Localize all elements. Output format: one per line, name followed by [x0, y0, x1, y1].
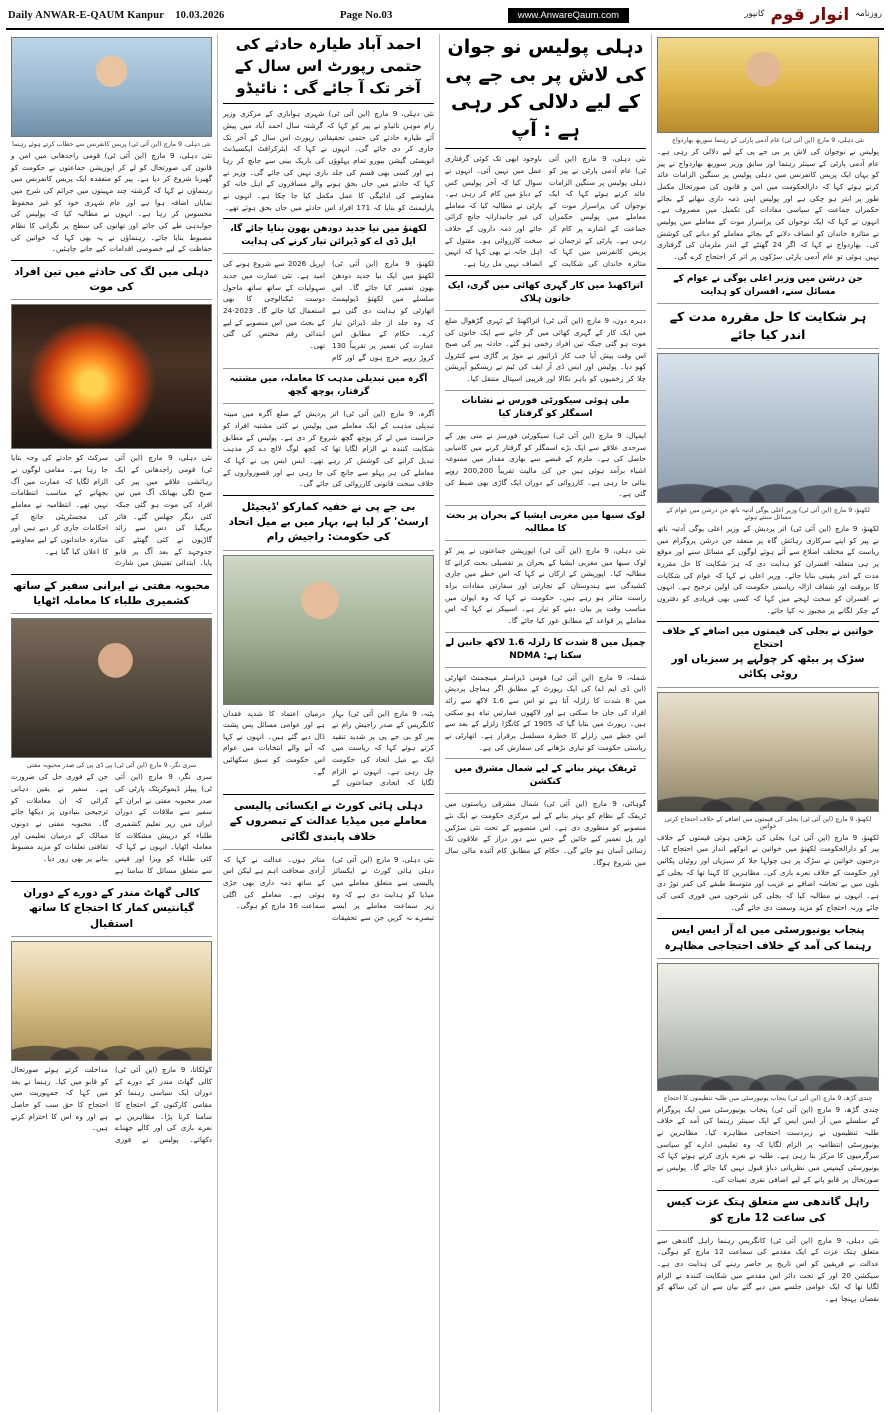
article-photo — [657, 692, 879, 812]
divider — [657, 621, 879, 622]
article-headline: بی جے پی نے خفیہ کمارکو 'ڈیجیٹل ارسٹ' کر لیا ہے، بہار میں بے میل اتحاد کی حکومت: راجیش رام — [228, 500, 429, 544]
divider — [445, 667, 646, 668]
divider — [657, 687, 879, 688]
article-headline: اتراکھنڈ میں کار گہری کھائی میں گری، ایک خاتون ہلاک — [447, 280, 644, 304]
article-subhead: خواتین نے بجلی کی قیمتوں میں اضافے کے خلاف احتجاج — [662, 627, 874, 651]
article-photo — [657, 37, 879, 133]
article-c4-2 — [11, 265, 212, 569]
article-body: پولیس نے نوجوان کی لاش پر بی جے پی کے لیے دلالی کر رہی ہے۔ عام آدمی پارٹی کے سینئر رہنما اور سابق وزیر سوربھ بھاردواج نے پیر کو یہاں ایک پریس کانفرنس میں دہلی پولیس پر سنگین الزامات عائد کرتے ہوئے کہا کہ دارالحکومت میں امن و قانون کی صورتحال مکمل طور پر ابتر ہو چکی ہے اور پولیس اپنی ذمہ داری نبھانے کے بجائے حکمراں جماعت کے سیاسی مفادات کی تکمیل میں مصروف ہے۔ انہوں نے کہا کہ ایک نوجوان کی پراسرار موت کے معاملے میں پولیس نے متاثرہ خاندان کو انصاف دلانے کے بجائے معاملے کو دبانے کی کوشش کی۔ بھاردواج نے کہا کہ اگر 24 گھنٹے کے اندر ملزمان کی گرفتاری نہیں ہوئی تو عام آدمی پارٹی سڑکوں پر اتر کر احتجاج کرے گی۔ — [657, 147, 879, 261]
article-headline: راہل گاندھی سے متعلق ہتک عزت کیس کی ساعت 12 مارچ کو — [666, 1196, 870, 1224]
column-2 — [440, 34, 652, 1412]
divider — [657, 918, 879, 919]
article-photo — [11, 618, 212, 758]
photo-caption: لکھنؤ، 9 مارچ (این آئی ٹی) بجلی کی قیمتوں میں اضافے کے خلاف احتجاج کرتی خواتین — [664, 815, 872, 830]
article-photo — [11, 941, 212, 1061]
article-c2-2 — [445, 280, 646, 385]
divider — [657, 268, 879, 269]
article-headline: لوک سبھا میں مغربی ایشیا کے بحران پر بحث کا مطالبہ — [445, 510, 645, 534]
article-body: نئی دہلی، 9 مارچ (این آئی ٹی) دہلی ہائی کورٹ نے ایکسائز پالیسی سے متعلق معاملے میں میڈیا کو ہدایت دی ہے کہ وہ زیر سماعت معاملے پر ایسے تبصرے نہ کریں جن سے تحقیقات متاثر ہوں۔ عدالت نے کہا کہ آزادی صحافت اہم ہے لیکن اس کے ساتھ ذمہ داری بھی جڑی ہوئی ہے۔ معاملے کی اگلی سماعت 16 مارچ کو ہوگی۔ — [223, 854, 434, 923]
article-headline: سڑک پر بیٹھ کر چولہے پر سبزیاں اور روٹی پکائی — [671, 653, 865, 681]
article-body: دہرہ دون، 9 مارچ (این آئی ٹی) اتراکھنڈ کے ٹہری گڑھوال ضلع میں ایک کار کے گہری کھائی میں گر جانے سے ایک خاتون کی موت ہو گئی جبکہ تین افراد زخمی ہو گئے۔ حادثہ پیر کی صبح اس وقت پیش آیا جب کار ڈرائیور نے موڑ پر گاڑی سے کنٹرول کھو دیا۔ پولیس اور ایس ڈی آر ایف کی ٹیم نے ریسکیو آپریشن چلا کر زخمیوں کو باہر نکالا اور قریبی اسپتال منتقل کیا۔ — [445, 315, 646, 384]
divider — [445, 505, 646, 506]
divider — [657, 303, 879, 304]
column-4 — [6, 34, 218, 1412]
divider — [445, 793, 646, 794]
masthead-logo-sub-top: روزنامہ — [855, 9, 882, 20]
divider — [223, 368, 434, 369]
divider — [223, 253, 434, 254]
article-c1-4 — [657, 923, 879, 1185]
article-body: نئی دہلی، 9 مارچ (این آئی ٹی) قومی راجدھانی میں امن و قانون کی صورتحال کو لے کر اپوزیشن جماعتوں نے حکومت کو گھیرنا شروع کر دیا ہے۔ پیر کو منعقدہ ایک پریس کانفرنس میں رہنماؤں نے کہا کہ گزشتہ چند مہینوں میں جرائم کی شرح میں نمایاں اضافہ ہوا ہے اور عام شہری خود کو غیر محفوظ محسوس کر رہا ہے۔ انہوں نے مطالبہ کیا کہ پولیس کی جوابدہی طے کی جائے اور تھانوں کی سطح پر نگرانی کا نظام مضبوط بنایا جائے۔ رہنماؤں نے یہ بھی کہا کہ خواتین کی حفاظت کے لیے خصوصی اقدامات کیے جانے چاہئیں۔ — [11, 151, 212, 254]
masthead — [6, 4, 884, 30]
column-1 — [652, 34, 884, 1412]
page-number: Page No.03 — [339, 9, 393, 21]
article-c2-3 — [445, 395, 646, 500]
article-body: سری نگر، 9 مارچ (این آئی ٹی) پیپلز ڈیموکریٹک پارٹی کی صدر محبوبہ مفتی نے ایران کے سفیر سے ملاقات کے دوران ایران میں زیر تعلیم کشمیری طلباء کو درپیش مشکلات کا معاملہ اٹھایا۔ انہوں نے کہا کہ کئی طلباء کو ویزا اور فیس سے متعلق مسائل کا سامنا ہے جن کے فوری حل کی ضرورت ہے۔ سفیر نے یقین دہانی کرائی کہ ان معاملات کو ترجیحی بنیادوں پر دیکھا جائے گا۔ محبوبہ مفتی نے دونوں ممالک کے درمیان تعلیمی اور ثقافتی تعلقات کو مزید مضبوط بنانے پر بھی زور دیا۔ — [11, 772, 212, 875]
article-c2-5 — [445, 637, 646, 754]
article-body: لکھنؤ، 9 مارچ (این آئی ٹی) بجلی کی بڑھتی ہوئی قیمتوں کے خلاف پیر کو دارالحکومت لکھنؤ میں خواتین نے انوکھے انداز میں احتجاج کیا۔ درجنوں خواتین نے سڑک پر ہی چولہا جلا کر سبزیاں اور روٹیاں پکائیں اور حکومت کے خلاف نعرے بازی کی۔ مظاہرین کا کہنا تھا کہ بجلی کے بلوں میں بے تحاشہ اضافے نے غریب اور متوسط طبقے کی کمر توڑ دی ہے۔ انہوں نے مطالبہ کیا کہ بجلی کی شرحوں میں فوری کمی کی جائے ورنہ احتجاج کو مزید وسعت دی جائے گی۔ — [656, 832, 879, 912]
article-headline: ٹریفک بہتر بنانے کے لیے شمال مشرق میں کنکشن — [454, 764, 637, 788]
article-body: لکھنؤ، 9 مارچ (این آئی ٹی) اتر پردیش کے وزیر اعلی یوگی آدتیہ ناتھ نے پیر کو اپنے سرکاری رہائش گاہ پر منعقد جن درشن پروگرام میں ریاست کے مختلف اضلاع سے آئے ہوئے لوگوں کے مسائل سنے اور موقع پر ہی متعلقہ افسران کو ہدایت دی کہ ہر شکایت کا حل مقررہ مدت کے اندر یقینی بنایا جائے۔ وزیر اعلی نے کہا کہ عوام کی شکایات کا بروقت اور شفاف ازالہ ریاستی حکومت کی اولین ترجیح ہے۔ انہوں نے افسران کو سخت لہجے میں کہا کہ کسی بھی فریادی کو دفتروں کے چکر لگانے پر مجبور نہ کیا جائے۔ — [657, 523, 879, 615]
article-body: نئی دہلی، 9 مارچ (این آئی ٹی) اپوزیشن جماعتوں نے پیر کو لوک سبھا میں مغربی ایشیا کے بحران پر تفصیلی بحث کرانے کا مطالبہ کیا۔ اپوزیشن کے ارکان نے کہا کہ اس خطے میں جاری کشیدگی سے ہندوستان کے تجارتی اور سفارتی مفادات براہ راست متاثر ہو رہے ہیں۔ حکومت نے کہا کہ وہ ایوان میں مناسب وقت پر بیان دینے کو تیار ہے۔ اسپیکر نے کہا کہ اس معاملے پر قواعد کے مطابق غور کیا جائے گا۔ — [445, 545, 646, 625]
article-c3-4 — [223, 500, 434, 789]
article-body: نئی دہلی، 9 مارچ (این آئی ٹی) عام آدمی پارٹی نے پیر کو دہلی پولیس پر سنگین الزامات عائد کرتے ہوئے کہا کہ ایک نوجوان کی پراسرار موت کے معاملے میں پولیس حکمراں جماعت کے اشارے پر کام کر رہی ہے۔ پارٹی کے ترجمان نے پریس کانفرنس میں کہا کہ متاثرہ خاندان کی شکایت کے باوجود ابھی تک کوئی گرفتاری عمل میں نہیں آئی۔ انہوں نے سوال کیا کہ آخر پولیس کس کے دباؤ میں کام کر رہی ہے۔ پارٹی نے مطالبہ کیا کہ معاملے کی غیر جانبدارانہ جانچ کرائی جائے اور ذمہ داروں کے خلاف سخت کارروائی ہو۔ مقتول کے اہل خانہ نے بھی کہا کہ انہیں انصاف نہیں مل رہا ہے۔ — [445, 154, 646, 269]
article-photo — [223, 555, 434, 705]
article-headline: پنجاب یونیورسٹی میں اے آر ایس ایس رہنما کی آمد کے خلاف احتجاجی مظاہرہ — [664, 924, 872, 952]
photo-caption: چندی گڑھ، 9 مارچ (این آئی ٹی) پنجاب یونیورسٹی میں طلبہ تنظیموں کا احتجاج — [663, 1094, 873, 1102]
article-body: نئی دہلی، 9 مارچ (این آئی ٹی) قومی راجدھانی کے ایک رہائشی علاقے میں پیر کی صبح لگی بھیانک آگ میں تین افراد کی موت ہو گئی جبکہ کئی دیگر جھلس گئے۔ فائر بریگیڈ کی دس سے زائد گاڑیوں نے کئی گھنٹے کی جدوجہد کے بعد آگ پر قابو پایا۔ ابتدائی تفتیش میں شارٹ سرکٹ کو حادثے کی وجہ بتایا جا رہا ہے۔ مقامی لوگوں نے الزام لگایا کہ عمارت میں آگ بجھانے کے مناسب انتظامات نہیں تھے۔ انتظامیہ نے معاملے کی مجسٹریٹی جانچ کے احکامات جاری کر دیے ہیں اور متاثرہ خاندانوں کے لیے معاوضے کا اعلان کیا گیا ہے۔ — [11, 453, 212, 568]
article-photo — [11, 37, 212, 137]
article-c2-lead — [445, 34, 646, 270]
divider — [445, 758, 646, 759]
article-body: پٹنہ، 9 مارچ (این آئی ٹی) بہار کانگریس کے صدر راجیش رام نے پیر کو بی جے پی پر شدید تنقید کرتے ہوئے کہا کہ ریاست میں ایک بے میل اتحاد کی حکومت چل رہی ہے۔ انہوں نے الزام لگایا کہ اتحادی جماعتوں کے درمیان اعتماد کا شدید فقدان ہے اور عوامی مسائل پس پشت ڈال دیے گئے ہیں۔ انہوں نے کہا کہ آنے والے انتخابات میں عوام اس حکومت کو سبق سکھائیں گے۔ — [223, 708, 434, 788]
divider — [657, 1190, 879, 1191]
page-content — [6, 34, 884, 1412]
article-headline: آگرہ میں تبدیلی مذہب کا معاملہ، میں مشتبہ گرفتار، پوچھ گچھ — [229, 374, 428, 398]
article-subhead: جن درشن میں وزیر اعلی یوگی نے عوام کے مسائل سنے، افسران کو ہدایت — [673, 273, 863, 297]
divider — [657, 348, 879, 349]
divider — [445, 148, 646, 149]
divider — [11, 299, 212, 300]
article-c1-1 — [657, 37, 879, 263]
article-body: گوہاٹی، 9 مارچ (این آئی ٹی) شمال مشرقی ریاستوں میں ٹریفک کے نظام کو بہتر بنانے کے لیے مرکزی حکومت نے ایک نئے منصوبے کو منظوری دی ہے۔ اس منصوبے کے تحت نئی سڑکیں اور پل تعمیر کیے جائیں گے جس سے دور دراز کے علاقوں تک رسائی آسان ہو جائے گی۔ حکام کے مطابق کام آئندہ مالی سال میں شروع ہوگا۔ — [445, 799, 646, 867]
article-headline: ہر شکایت کا حل مقررہ مدت کے اندر کیا جائے — [669, 308, 867, 342]
article-body: نئی دہلی، 9 مارچ (این آئی ٹی) شہری ہوابازی کے مرکزی وزیر رام موہن نائیڈو نے پیر کو کہا کہ گزشتہ سال احمد آباد میں پیش آئے طیارہ حادثے کی حتمی تحقیقاتی رپورٹ اس سال کے آخر تک جاری کر دی جائے گی۔ انہوں نے کہا کہ ایئرکرافٹ ایکسیڈنٹ انویسٹی گیشن بیورو تمام پہلوؤں کی باریک بینی سے جانچ کر رہا ہے اور کسی بھی قسم کی جلد بازی نہیں کی جائے گی۔ وزیر نے کہا کہ حادثے میں جاں بحق ہونے والے مسافروں کے اہل خانہ کو معاوضے کی ادائیگی کا عمل مکمل کیا جا چکا ہے۔ انہوں نے پارلیمنٹ کو بتایا کہ 171 افراد اس حادثے میں جاں بحق ہوئے تھے۔ — [223, 109, 434, 212]
article-body: چندی گڑھ، 9 مارچ (این آئی ٹی) پنجاب یونیورسٹی میں ایک پروگرام کے سلسلے میں آر ایس ایس کے ایک سینئر رہنما کی آمد کے خلاف طلبہ تنظیموں نے زبردست احتجاجی مظاہرہ کیا۔ مظاہرین نے یونیورسٹی انتظامیہ پر الزام لگایا کہ وہ تعلیمی ادارے کو سیاسی سرگرمیوں کا مرکز بنا رہی ہے۔ طلبہ نے نعرے بازی کرتے ہوئے کہا کہ یونیورسٹی کیمپس میں نظریاتی دباؤ قبول نہیں کیا جائے گا۔ پولیس نے صورتحال پر قابو پانے کے لیے اضافی نفری تعینات کی۔ — [657, 1104, 879, 1184]
article-headline: کالی گھاٹ مندر کے دورے کے دوران گیانتیس کمار کا احتجاج کا ساتھ استقبال — [23, 887, 200, 930]
masthead-date: 10.03.2026 — [175, 9, 225, 21]
divider — [223, 849, 434, 850]
divider — [223, 550, 434, 551]
column-3 — [218, 34, 440, 1412]
divider — [445, 632, 646, 633]
divider — [11, 613, 212, 614]
divider — [11, 260, 212, 261]
article-c1-5 — [657, 1195, 879, 1304]
article-c3-3 — [223, 373, 434, 490]
article-headline: چمپل میں 8 شدت کا زلزلہ 1.6 لاکھ جانیں لے سکتا ہے: NDMA — [445, 637, 646, 661]
article-headline: دہلی ہائی کورٹ نے ایکسائی پالیسی معاملے میں میڈیا عدالت کے تبصروں کے خلاف پابندی لگائی — [229, 800, 428, 843]
newspaper-logo: انوار قوم — [770, 5, 850, 25]
divider — [223, 794, 434, 795]
article-body: ایمپال، 9 مارچ (این آئی ٹی) سیکورٹی فورسز نے منی پور کے سرحدی علاقے سے ایک بڑے اسمگلر کو گرفتار کرنے میں کامیابی حاصل کی ہے۔ ملزم کے قبضے سے بھاری مقدار میں ممنوعہ اشیاء برآمد ہوئی ہیں جن کی مالیت تقریباً 200,200 روپے بتائی جا رہی ہے۔ کارروائی کے دوران ایک گاڑی بھی ضبط کی گئی ہے۔ — [445, 430, 646, 499]
divider — [445, 390, 646, 391]
divider — [223, 403, 434, 404]
photo-caption: نئی دہلی، 9 مارچ (این آئی ٹی) عام آدمی پارٹی کے رہنما سوربھ بھاردواج — [671, 137, 865, 144]
divider — [11, 574, 212, 575]
article-headline: محبوبہ مفتی نے ایرانی سفیر کے ساتھ کشمیری طلباء کا معاملہ اٹھایا — [13, 579, 210, 608]
article-c3-5 — [223, 799, 434, 924]
divider — [657, 958, 879, 959]
article-headline: دہلی میں لگ کی حادثے میں تین افراد کی موت — [14, 265, 209, 294]
lead-headline: دہلی پولیس نو جوان کی لاش پر بی جے پی کے لیے دلالی کر رہی ہے : آپ — [445, 36, 646, 141]
article-photo — [11, 304, 212, 449]
article-headline: لکھنؤ میں نیا جدید دودھن بھون بنایا جائے گا، ایل ڈی اے کو ڈیزائن تیار کرنے کی ہدایت — [230, 224, 427, 248]
photo-caption: نئی دہلی، 9 مارچ (این آئی ٹی) پریس کانفرنس سے خطاب کرتے ہوئے رہنما — [12, 141, 211, 148]
masthead-logo-sub-bottom: کانپور — [744, 9, 765, 20]
photo-caption: لکھنؤ، 9 مارچ (این آئی ٹی) وزیر اعلی یوگی آدتیہ ناتھ جن درشن میں عوام کے مسائل سنتے ہوئے — [666, 506, 870, 521]
masthead-logo-group — [744, 5, 882, 25]
masthead-left — [8, 10, 224, 21]
article-photo — [657, 963, 879, 1091]
article-c4-1 — [11, 37, 212, 255]
article-c1-3 — [657, 626, 879, 913]
divider — [445, 310, 646, 311]
article-body: شملہ، 9 مارچ (این آئی ٹی) قومی ڈیزاسٹر مینجمنٹ اتھارٹی (این ڈی ایم اے) کی ایک رپورٹ کے مطابق اگر ہماچل پردیش میں 8 شدت کا زلزلہ آتا ہے تو اس سے 1.6 لاکھ سے زائد افراد کی جان جا سکتی ہے اور لاکھوں عمارتیں تباہ ہو سکتی ہیں۔ رپورٹ میں بتایا گیا کہ 1905 کے کانگڑا زلزلے کے بعد سے اس خطے میں زلزلے کا خطرہ مسلسل برقرار ہے۔ اتھارٹی نے ریاستی حکومت کو تیاری بڑھانے کی سفارش کی ہے۔ — [445, 672, 646, 752]
article-c3-1 — [223, 34, 434, 213]
divider — [223, 103, 434, 104]
article-body: کولکاتا، 9 مارچ (این آئی ٹی) کالی گھاٹ مندر کے دورے کے دوران ایک سیاسی رہنما کو مقامی کارکنوں کے احتجاج کا سامنا کرنا پڑا۔ مظاہرین نے نعرے بازی کی اور کالے جھنڈے دکھائے۔ پولیس نے فوری مداخلت کرتے ہوئے صورتحال کو قابو میں کیا۔ رہنما نے بعد میں کہا کہ جمہوریت میں احتجاج کا حق سب کو حاصل ہے اور وہ اس کا احترام کرتے ہیں۔ — [11, 1064, 212, 1144]
article-headline: ملی ہوئی سیکورٹی فورس نے نشانات اسمگلر کو گرفتار کیا — [461, 395, 630, 419]
article-c1-2 — [657, 273, 879, 617]
divider — [445, 540, 646, 541]
photo-caption: سری نگر، 9 مارچ (این آئی ٹی) پی ڈی پی کی صدر محبوبہ مفتی — [26, 762, 197, 770]
divider — [11, 881, 212, 882]
divider — [11, 936, 212, 937]
article-c2-4 — [445, 510, 646, 627]
divider — [223, 218, 434, 219]
article-c3-2 — [223, 223, 434, 363]
article-body: نئی دہلی، 9 مارچ (این آئی ٹی) کانگریس رہنما راہل گاندھی سے متعلق ہتک عزت کے ایک مقدمے کی سماعت 12 مارچ کو ہوگی۔ عدالت نے فریقین کو اس تاریخ پر حاضر رہنے کی ہدایت دی ہے۔ سیکشن 20 اور کے تحت دائر اس مقدمے میں شکایت کنندہ نے الزام لگایا تھا کہ ایک عوامی جلسے میں دیے گئے بیان سے ان کی ساکھ کو نقصان پہنچا ہے۔ — [657, 1235, 879, 1304]
divider — [445, 275, 646, 276]
article-headline: احمد آباد طیارہ حادثے کی حتمی رپورٹ اس سال کے آخر تک آ جائے گی : نائیڈو — [234, 35, 423, 97]
article-photo — [657, 353, 879, 503]
divider — [223, 495, 434, 496]
article-body: لکھنؤ، 9 مارچ (این آئی ٹی) لکھنؤ میں ایک نیا جدید دودھن بھون تعمیر کیا جائے گا۔ اس سلسلے میں لکھنؤ ڈیولپمنٹ اتھارٹی کو ہدایت دی گئی ہے کہ وہ جلد از جلد ڈیزائن تیار کرے۔ حکام کے مطابق اس عمارت کی تعمیر پر تقریباً 130 کروڑ روپے خرچ ہوں گے اور کام اپریل 2026 سے شروع ہونے کی امید ہے۔ نئی عمارت میں جدید سہولیات کے ساتھ ساتھ ماحول دوست ٹیکنالوجی کا بھی استعمال کیا جائے گا۔ 2023-24 کے بجٹ میں اس منصوبے کے لیے ابتدائی رقم مختص کی گئی تھی۔ — [223, 259, 434, 362]
masthead-website[interactable]: www.AnwareQaum.com — [508, 8, 629, 23]
article-c4-4 — [11, 886, 212, 1145]
divider — [445, 425, 646, 426]
divider — [657, 1230, 879, 1231]
article-c2-6 — [445, 763, 646, 868]
article-body: آگرہ، 9 مارچ (این آئی ٹی) اتر پردیش کے ضلع آگرہ میں مبینہ تبدیلی مذہب کے ایک معاملے میں پولیس نے کئی مشتبہ افراد کو حراست میں لے کر پوچھ گچھ شروع کر دی ہے۔ پولیس کے مطابق شکایت کنندہ نے الزام لگایا تھا کہ کچھ لوگ لالچ دے کر مذہب تبدیل کرانے کی کوشش کر رہے تھے۔ ایس ایس پی نے کہا کہ معاملے کی ہر پہلو سے جانچ کی جا رہی ہے اور قصورواروں کے خلاف سخت قانونی کارروائی کی جائے گی۔ — [223, 409, 435, 489]
article-c4-3 — [11, 579, 212, 876]
masthead-title: Daily ANWAR-E-QAUM Kanpur — [8, 9, 164, 21]
